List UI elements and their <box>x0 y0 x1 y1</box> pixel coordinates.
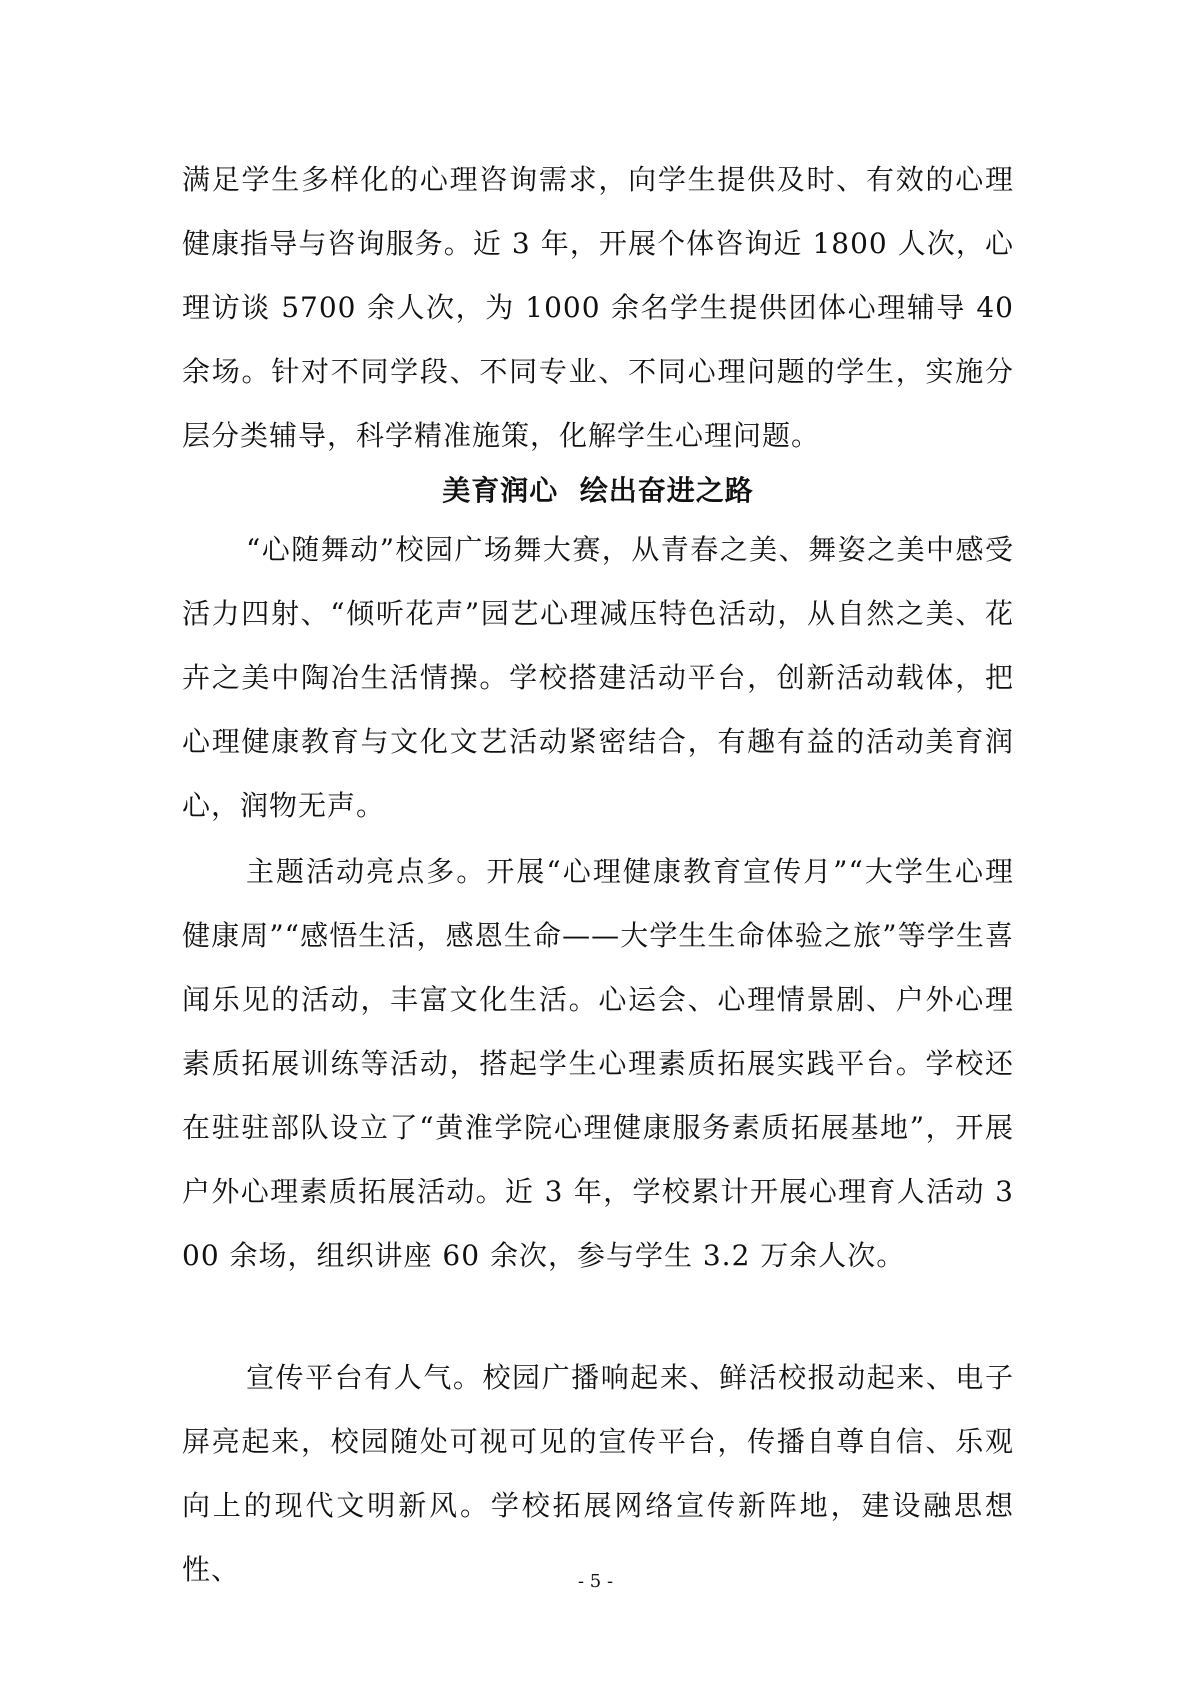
paragraph-text: 满足学生多样化的心理咨询需求，向学生提供及时、有效的心理健康指导与咨询服务。近 3 年，开展个体咨询近 1800 人次，心理访谈 5700 余人次，为 1000 余名学生提供团体心理辅导 40 余场。针对不同学段、不同专业、不同心理问题的学生，实施分层分类辅导，科学精准施策，化解学生心理问题。 <box>182 163 1014 452</box>
paragraph-theme-activities <box>182 840 1014 1288</box>
paragraph-continuation <box>182 148 1014 468</box>
paragraph-text: 主题活动亮点多。开展“心理健康教育宣传月”“大学生心理健康周”“感悟生活，感恩生命——大学生生命体验之旅”等学生喜闻乐见的活动，丰富文化生活。心运会、心理情景剧、户外心理素质拓展训练等活动，搭起学生心理素质拓展实践平台。学校还在驻驻部队设立了“黄淮学院心理健康服务素质拓展基地”，开展户外心理素质拓展活动。近 3 年，学校累计开展心理育人活动 300 余场，组织讲座 60 余次，参与学生 3.2 万余人次。 <box>182 855 1014 1272</box>
paragraph-text: “心随舞动”校园广场舞大赛，从青春之美、舞姿之美中感受活力四射、“倾听花声”园艺心理减压特色活动，从自然之美、花卉之美中陶冶生活情操。学校搭建活动平台，创新活动载体，把心理健康教育与文化文艺活动紧密结合，有趣有益的活动美育润心，润物无声。 <box>182 533 1014 822</box>
paragraph-aesthetic-activities <box>182 518 1014 838</box>
paragraph-text: 宣传平台有人气。校园广播响起来、鲜活校报动起来、电子屏亮起来，校园随处可视可见的宣传平台，传播自尊自信、乐观向上的现代文明新风。学校拓展网络宣传新阵地，建设融思想性、 <box>182 1361 1014 1586</box>
page-number: - 5 - <box>577 1571 614 1592</box>
section-heading: 美育润心 绘出奋进之路 <box>442 474 754 507</box>
paragraph-publicity-platform <box>182 1346 1014 1602</box>
